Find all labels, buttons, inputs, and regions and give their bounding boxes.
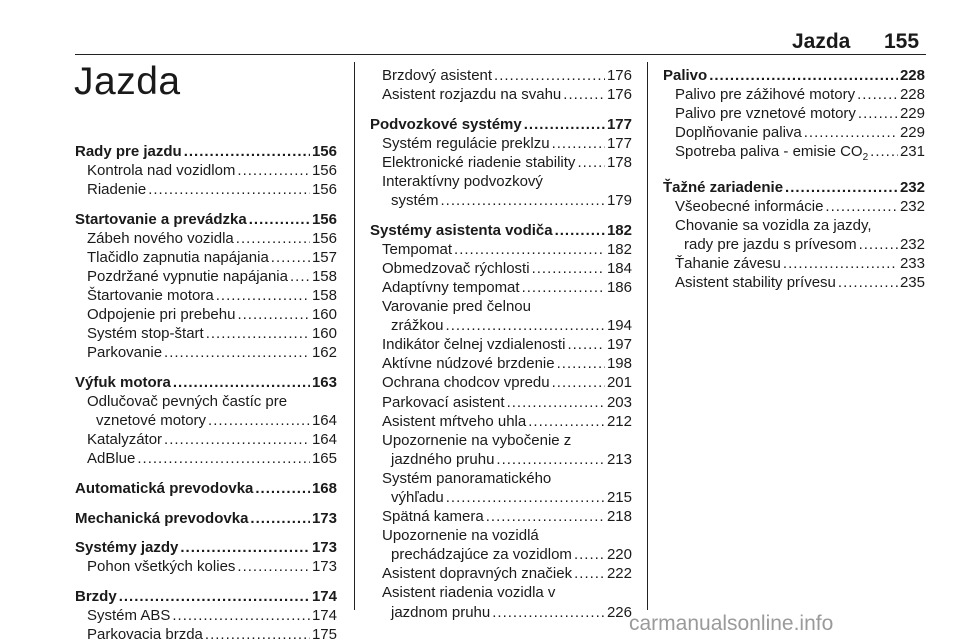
toc-page-number: 158	[311, 268, 337, 286]
toc-entry-title	[382, 240, 452, 259]
toc-entry-title	[75, 479, 253, 498]
dot-leader	[524, 115, 605, 134]
dot-leader	[164, 343, 310, 362]
toc-page-number: 157	[311, 248, 337, 266]
toc-entry-text: Palivo pre vznetové motory	[675, 105, 856, 123]
dot-leader	[446, 488, 605, 507]
toc-page-number: 162	[311, 344, 337, 362]
dot-leader	[825, 197, 898, 216]
toc-page-number: 198	[606, 355, 632, 373]
toc-subentry[interactable]	[75, 557, 337, 576]
dot-leader	[208, 411, 310, 430]
toc-entry-wrapped-line[interactable]	[370, 583, 632, 602]
toc-page-number: 213	[606, 450, 632, 468]
toc-entry-text: Asistent mŕtveho uhla	[382, 412, 527, 430]
subscript: 2	[862, 152, 869, 164]
toc-entry-title	[391, 450, 494, 469]
toc-entry-title	[75, 587, 117, 606]
dot-leader	[290, 267, 310, 286]
toc-entry-title	[675, 104, 856, 123]
toc-entry-text: Parkovanie	[87, 344, 163, 362]
dot-leader	[236, 229, 310, 248]
toc-page-number: 158	[311, 287, 337, 305]
dot-leader	[563, 85, 605, 104]
toc-entry-title	[391, 316, 444, 335]
toc-page-number: 231	[899, 143, 925, 161]
toc-entry-text: systém	[391, 192, 439, 210]
toc-subentry[interactable]	[75, 180, 337, 199]
toc-entry-text: výhľadu	[391, 488, 444, 506]
dot-leader	[577, 153, 605, 172]
toc-entry-text: Odpojenie pri prebehu	[87, 306, 236, 324]
toc-entry-text: Palivo pre zážihové motory	[675, 86, 856, 104]
toc-page-number: 215	[606, 488, 632, 506]
toc-entry-text: Kontrola nad vozidlom	[87, 162, 236, 180]
dot-leader	[552, 373, 605, 392]
toc-entry-text: Elektronické riadenie stability	[382, 153, 576, 171]
toc-entry-text: Brzdový asistent	[382, 67, 493, 84]
toc-page-number: 156	[311, 143, 337, 160]
toc-entry-wrapped-line[interactable]	[370, 297, 632, 316]
toc-entry-title	[87, 229, 234, 248]
toc-page-number: 160	[311, 306, 337, 324]
toc-page-number: 182	[606, 240, 632, 258]
toc-page-number: 178	[606, 153, 632, 171]
toc-entry-title	[87, 248, 269, 267]
toc-subentry[interactable]	[370, 488, 632, 507]
toc-page-number: 156	[311, 162, 337, 180]
toc-entry-text: Parkovacia brzda	[87, 626, 203, 644]
dot-leader	[557, 354, 605, 373]
toc-entry-title	[382, 354, 555, 373]
toc-entry-title	[382, 66, 492, 85]
toc-entry-text: Brzdy	[75, 587, 117, 605]
dot-leader	[216, 286, 310, 305]
toc-page-number: 228	[899, 67, 925, 84]
toc-entry-title	[87, 267, 288, 286]
toc-entry-title	[382, 134, 550, 153]
dot-leader	[709, 66, 898, 85]
toc-page-number: 226	[606, 603, 632, 621]
toc-entry-title	[75, 210, 247, 229]
toc-subentry[interactable]	[370, 354, 632, 373]
toc-entry-text: Podvozkové systémy	[370, 115, 522, 133]
dot-leader	[555, 221, 605, 240]
toc-entry-title	[87, 625, 203, 644]
toc-entry-title	[663, 66, 707, 85]
dot-leader	[137, 449, 310, 468]
toc-page-number: 164	[311, 412, 337, 430]
toc-page-number: 173	[311, 509, 337, 527]
toc-page-number: 228	[899, 86, 925, 104]
toc-page-number: 173	[311, 539, 337, 557]
toc-subentry[interactable]	[75, 343, 337, 362]
toc-page-number: 184	[606, 259, 632, 277]
toc-entry-text: Aktívne núdzové brzdenie	[382, 355, 555, 373]
toc-page-number: 218	[606, 508, 632, 526]
toc-entry-text: rady pre jazdu s prívesom	[684, 236, 857, 254]
toc-entry-text: prechádzajúce za vozidlom	[391, 546, 572, 564]
toc-page-number: 229	[899, 105, 925, 123]
toc-subentry[interactable]	[370, 373, 632, 392]
toc-entry-text: Systémy asistenta vodiča	[370, 221, 553, 239]
toc-column-2	[370, 66, 632, 622]
toc-entry-text: Tempomat	[382, 240, 453, 258]
toc-page-number: 177	[606, 134, 632, 152]
toc-entry-title	[675, 197, 823, 216]
dot-leader	[857, 85, 898, 104]
dot-leader	[237, 305, 310, 324]
toc-entry-title	[382, 564, 572, 583]
toc-page-number: 156	[311, 181, 337, 199]
dot-leader	[496, 450, 605, 469]
dot-leader	[237, 161, 310, 180]
toc-page-number: 175	[311, 626, 337, 644]
toc-entry-title	[370, 221, 553, 240]
toc-entry-wrapped-line[interactable]	[370, 526, 632, 545]
toc-page-number: 232	[899, 178, 925, 196]
toc-entry-title	[391, 488, 444, 507]
dot-leader	[567, 335, 605, 354]
toc-subentry[interactable]	[370, 240, 632, 259]
toc-subentry[interactable]	[370, 278, 632, 297]
toc-section-entry[interactable]	[370, 115, 632, 134]
toc-entry-title	[382, 412, 526, 431]
toc-entry-title: Varovanie pred čelnou	[382, 298, 531, 316]
toc-subentry[interactable]	[370, 507, 632, 526]
toc-entry-title	[87, 286, 214, 305]
column-divider-1	[354, 62, 355, 610]
toc-entry-text: Automatická prevodovka	[75, 480, 254, 497]
toc-subentry[interactable]	[663, 123, 925, 142]
toc-subentry[interactable]	[370, 316, 632, 335]
dot-leader	[237, 557, 310, 576]
toc-entry-title	[663, 178, 783, 197]
dot-leader	[205, 625, 310, 644]
toc-page-number: 176	[606, 86, 632, 104]
dot-leader	[172, 606, 310, 625]
toc-subentry[interactable]	[75, 324, 337, 343]
toc-page-number: 173	[311, 558, 337, 576]
toc-page-number: 176	[606, 67, 632, 84]
toc-subentry[interactable]	[370, 450, 632, 469]
toc-section-entry[interactable]	[75, 479, 337, 498]
toc-subentry[interactable]	[370, 335, 632, 354]
toc-subentry[interactable]	[370, 393, 632, 412]
toc-entry-text: Adaptívny tempomat	[382, 278, 520, 296]
toc-entry-text: Spätná kamera	[382, 508, 484, 526]
toc-entry-title	[87, 557, 235, 576]
toc-column-1	[75, 142, 337, 644]
running-header-title: Jazda	[792, 30, 851, 53]
toc-subentry[interactable]	[370, 191, 632, 210]
dot-leader	[522, 278, 605, 297]
toc-entry-text: Systém stop-štart	[87, 325, 204, 343]
toc-entry-text: Obmedzovač rýchlosti	[382, 259, 530, 277]
toc-subentry[interactable]	[370, 153, 632, 172]
toc-section-entry[interactable]	[663, 178, 925, 197]
toc-entry-title	[391, 545, 572, 564]
toc-subentry[interactable]	[370, 545, 632, 564]
toc-page-number: 179	[606, 192, 632, 210]
toc-entry-text: Štartovanie motora	[87, 287, 214, 305]
toc-entry-text: Systémy jazdy	[75, 539, 179, 557]
toc-subentry[interactable]	[75, 606, 337, 625]
toc-entry-text: Tlačidlo zapnutia napájania	[87, 248, 269, 266]
toc-subentry[interactable]	[663, 235, 925, 254]
toc-entry-title	[87, 430, 162, 449]
toc-entry-title	[75, 538, 178, 557]
dot-leader	[486, 507, 605, 526]
toc-page-number: 194	[606, 317, 632, 335]
toc-entry-text: Asistent dopravných značiek	[382, 565, 573, 583]
toc-entry-title: Upozornenie na vozidlá	[382, 527, 539, 545]
toc-page-number: 156	[311, 229, 337, 247]
dot-leader	[446, 316, 605, 335]
toc-entry-title	[87, 180, 146, 199]
toc-entry-title	[75, 373, 171, 392]
dot-leader	[507, 393, 605, 412]
toc-page-number: 232	[899, 236, 925, 254]
toc-page-number: 229	[899, 124, 925, 142]
toc-entry-text: Spotreba paliva - emisie CO	[675, 143, 863, 161]
toc-entry-text: Asistent stability prívesu	[675, 274, 836, 292]
toc-subentry[interactable]	[370, 66, 632, 85]
dot-leader	[532, 259, 605, 278]
toc-page-number: 201	[606, 374, 632, 392]
toc-entry-title	[87, 606, 170, 625]
toc-entry-wrapped-line[interactable]	[75, 392, 337, 411]
toc-entry-text: zrážkou	[391, 317, 444, 335]
toc-subentry[interactable]	[663, 142, 925, 167]
toc-entry-title: Odlučovač pevných častíc pre	[87, 393, 288, 411]
dot-leader	[838, 273, 898, 292]
toc-page-number: 165	[311, 450, 337, 468]
toc-entry-text: jazdného pruhu	[391, 450, 495, 468]
dot-leader	[255, 479, 310, 498]
toc-entry-text: Doplňovanie paliva	[675, 124, 802, 142]
toc-entry-title	[382, 259, 530, 278]
toc-entry-title	[87, 161, 235, 180]
toc-entry-text: Výfuk motora	[75, 374, 171, 392]
toc-entry-title	[75, 142, 182, 161]
dot-leader	[785, 178, 898, 197]
dot-leader	[271, 248, 310, 267]
toc-subentry[interactable]	[370, 85, 632, 104]
toc-entry-text: Mechanická prevodovka	[75, 509, 249, 527]
toc-entry-text: Pozdržané vypnutie napájania	[87, 268, 288, 286]
toc-entry-title	[675, 85, 855, 104]
toc-entry-text: Ťahanie závesu	[675, 255, 781, 273]
toc-entry-text: Asistent rozjazdu na svahu	[382, 86, 562, 104]
toc-section-entry[interactable]	[663, 66, 925, 85]
toc-subentry[interactable]	[75, 411, 337, 430]
toc-entry-title	[87, 324, 204, 343]
toc-subentry[interactable]	[75, 286, 337, 305]
toc-column-3	[663, 66, 925, 293]
dot-leader	[249, 210, 310, 229]
toc-entry-title	[382, 278, 520, 297]
toc-subentry[interactable]	[663, 85, 925, 104]
dot-leader	[454, 240, 605, 259]
toc-entry-title	[382, 153, 575, 172]
toc-entry-text: AdBlue	[87, 450, 136, 468]
toc-entry-title	[96, 411, 206, 430]
toc-entry-text: Katalyzátor	[87, 431, 163, 449]
toc-subentry[interactable]	[370, 412, 632, 431]
toc-page-number: 186	[606, 278, 632, 296]
dot-leader	[528, 412, 605, 431]
toc-page-number: 232	[899, 198, 925, 216]
toc-page-number: 203	[606, 393, 632, 411]
toc-page-number: 197	[606, 336, 632, 354]
dot-leader	[119, 587, 310, 606]
toc-page-number: 177	[606, 115, 632, 133]
toc-page-number: 168	[311, 480, 337, 497]
dot-leader	[574, 564, 605, 583]
toc-entry-title: Interaktívny podvozkový	[382, 172, 543, 190]
toc-subentry[interactable]	[75, 267, 337, 286]
toc-subentry[interactable]	[663, 273, 925, 292]
toc-entry-text: Riadenie	[87, 181, 147, 199]
toc-page-number: 222	[606, 565, 632, 583]
dot-leader	[783, 254, 898, 273]
toc-entry-title	[382, 85, 561, 104]
dot-leader	[552, 134, 605, 153]
dot-leader	[206, 324, 310, 343]
toc-subentry[interactable]	[75, 449, 337, 468]
toc-entry-text: Zábeh nového vozidla	[87, 229, 234, 247]
column-divider-2	[647, 62, 648, 610]
toc-page-number: 164	[311, 431, 337, 449]
toc-subentry[interactable]	[75, 161, 337, 180]
toc-section-entry[interactable]	[75, 142, 337, 161]
header-rule	[75, 54, 926, 55]
toc-page-number: 163	[311, 374, 337, 392]
toc-section-entry[interactable]	[75, 373, 337, 392]
toc-page-number: 233	[899, 255, 925, 273]
toc-entry-text: Startovanie a prevádzka	[75, 210, 247, 228]
watermark-logo: carmanualsonline.info	[629, 612, 834, 635]
toc-entry-title	[87, 449, 135, 468]
toc-entry-title	[382, 373, 550, 392]
toc-entry-text: Ťažné zariadenie	[663, 178, 784, 196]
toc-page-number: 174	[311, 587, 337, 605]
toc-entry-text: Všeobecné informácie	[675, 198, 824, 216]
dot-leader	[180, 538, 310, 557]
toc-entry-title	[382, 393, 505, 412]
toc-entry-text: jazdnom pruhu	[391, 603, 491, 621]
toc-entry-title	[675, 123, 802, 142]
toc-entry-title	[370, 115, 522, 134]
page-number: 155	[884, 30, 920, 53]
toc-entry-text: Indikátor čelnej vzdialenosti	[382, 336, 566, 354]
dot-leader	[804, 123, 898, 142]
dot-leader	[164, 430, 310, 449]
dot-leader	[250, 509, 310, 528]
toc-subentry[interactable]	[370, 134, 632, 153]
toc-subentry[interactable]	[370, 259, 632, 278]
toc-subentry[interactable]	[370, 564, 632, 583]
toc-entry-title	[391, 191, 439, 210]
toc-entry-wrapped-line[interactable]	[663, 216, 925, 235]
dot-leader	[441, 191, 605, 210]
dot-leader	[870, 142, 898, 161]
toc-entry-title	[675, 273, 836, 292]
toc-page-number: 212	[606, 412, 632, 430]
toc-entry-title	[684, 235, 857, 254]
toc-page-number: 220	[606, 546, 632, 564]
dot-leader	[173, 373, 310, 392]
toc-entry-text: Systém ABS	[87, 606, 171, 624]
toc-subentry[interactable]	[663, 254, 925, 273]
toc-entry-text: Ochrana chodcov vpredu	[382, 374, 550, 392]
toc-subentry[interactable]	[75, 248, 337, 267]
toc-entry-title	[75, 509, 248, 528]
toc-entry-title	[382, 335, 565, 354]
toc-subentry[interactable]	[663, 197, 925, 216]
toc-subentry[interactable]	[663, 104, 925, 123]
toc-page-number: 160	[311, 325, 337, 343]
toc-page-number: 235	[899, 274, 925, 292]
toc-page-number: 182	[606, 221, 632, 239]
toc-entry-title	[391, 603, 490, 622]
toc-page-number: 174	[311, 606, 337, 624]
toc-entry-text: Parkovací asistent	[382, 393, 505, 411]
toc-entry-wrapped-line[interactable]	[370, 172, 632, 191]
toc-entry-title	[675, 142, 868, 167]
toc-section-entry[interactable]	[75, 587, 337, 606]
toc-entry-title	[87, 305, 235, 324]
toc-subentry[interactable]	[75, 625, 337, 644]
toc-entry-title	[382, 507, 484, 526]
toc-subentry[interactable]	[370, 603, 632, 622]
dot-leader	[574, 545, 605, 564]
dot-leader	[492, 603, 605, 622]
toc-entry-title: Chovanie sa vozidla za jazdy,	[675, 217, 872, 235]
dot-leader	[148, 180, 310, 199]
dot-leader	[184, 142, 310, 161]
toc-section-entry[interactable]	[75, 538, 337, 557]
toc-entry-title: Asistent riadenia vozidla v	[382, 584, 556, 602]
toc-entry-wrapped-line[interactable]	[370, 469, 632, 488]
toc-entry-text: Palivo	[663, 67, 708, 84]
toc-entry-title: Upozornenie na vybočenie z	[382, 431, 572, 449]
dot-leader	[859, 235, 898, 254]
toc-page-number: 156	[311, 210, 337, 228]
toc-entry-wrapped-line[interactable]	[370, 431, 632, 450]
toc-subentry[interactable]	[75, 229, 337, 248]
toc-section-entry[interactable]	[370, 221, 632, 240]
toc-entry-title	[87, 343, 162, 362]
toc-subentry[interactable]	[75, 305, 337, 324]
toc-entry-text: vznetové motory	[96, 412, 207, 430]
toc-entry-text: Rady pre jazdu	[75, 143, 182, 160]
dot-leader	[494, 66, 605, 85]
toc-section-entry[interactable]	[75, 210, 337, 229]
toc-entry-text: Pohon všetkých kolies	[87, 558, 236, 576]
toc-entry-title: Systém panoramatického	[382, 469, 552, 487]
chapter-title: Jazda	[74, 60, 181, 103]
dot-leader	[858, 104, 898, 123]
toc-section-entry[interactable]	[75, 509, 337, 528]
toc-subentry[interactable]	[75, 430, 337, 449]
toc-entry-text: Systém regulácie preklzu	[382, 134, 550, 152]
toc-entry-title	[675, 254, 781, 273]
